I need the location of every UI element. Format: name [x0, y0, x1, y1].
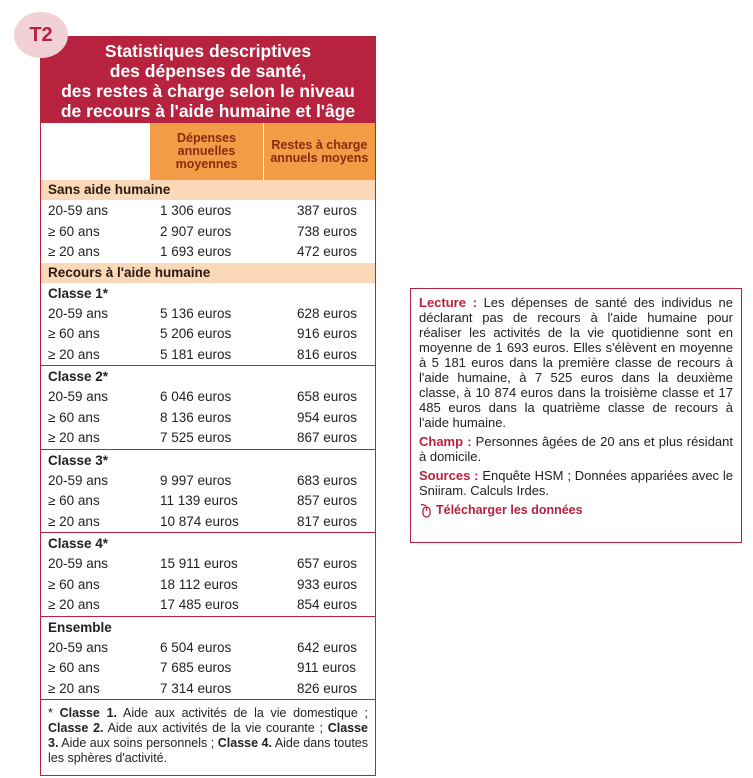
- restes-cell: 857 euros: [297, 493, 358, 508]
- depenses-cell: 5 136 euros: [160, 305, 232, 321]
- classe-heading: Classe 1*: [48, 285, 109, 301]
- depenses-cell: 7 314 euros: [160, 680, 232, 696]
- depenses-cell: 5 181 euros: [160, 346, 232, 362]
- table-footnote: [41, 699, 375, 766]
- restes-cell: 472 euros: [297, 244, 358, 259]
- table-row: [41, 201, 375, 222]
- depenses-cell: 18 112 euros: [160, 576, 238, 592]
- restes-cell: 628 euros: [297, 305, 358, 321]
- download-label[interactable]: Télécharger les données: [436, 502, 583, 517]
- table-row: [41, 638, 375, 659]
- restes-cell: 738 euros: [297, 223, 358, 239]
- lecture-text: Les dépenses de santé des individus ne déclarant pas de recours à l'aide humaine pour réaliser les activités de la vie quotidienne sont en moyenne de 1 693 euros. Elles s'élèvent en moyenne à 5 181 euros dans la première classe de recours à l'aide humaine, à 7 525 euros dans la deuxième classe, à 10 874 euros dans la troisième classe et 17 485 euros dans la quatrième classe de recours à l'aide humaine.: [419, 295, 734, 430]
- age-cell: ≥ 60 ans: [48, 493, 100, 508]
- ensemble-heading: Ensemble: [48, 619, 112, 635]
- restes-cell: 933 euros: [297, 576, 358, 592]
- restes-cell: 657 euros: [297, 556, 358, 571]
- footnote-text: Aide aux activités de la vie courante ;: [103, 721, 328, 735]
- depenses-cell: 8 136 euros: [160, 409, 232, 425]
- age-cell: ≥ 60 ans: [48, 326, 100, 341]
- restes-cell: 642 euros: [297, 639, 358, 655]
- table-row: [41, 408, 375, 429]
- restes-cell: 387 euros: [297, 203, 358, 218]
- depenses-cell: 5 206 euros: [160, 326, 232, 341]
- age-cell: 20-59 ans: [48, 556, 109, 571]
- table-row: [41, 242, 375, 263]
- age-cell: ≥ 60 ans: [48, 576, 100, 592]
- depenses-cell: 2 907 euros: [160, 223, 232, 239]
- header-blank: [41, 123, 149, 180]
- restes-cell: 826 euros: [297, 680, 358, 696]
- table-badge: T2: [14, 12, 68, 58]
- group-sans-aide: [41, 200, 375, 263]
- restes-cell: 911 euros: [297, 660, 357, 675]
- table-row: [41, 658, 375, 679]
- section-recours: Recours à l'aide humaine: [41, 263, 375, 283]
- header-depenses: Dépenses annuelles moyennes: [149, 123, 262, 180]
- table-row: [41, 324, 375, 345]
- age-cell: 20-59 ans: [48, 305, 109, 321]
- title-line: Statistiques descriptives: [104, 41, 312, 61]
- restes-cell: 816 euros: [297, 346, 358, 362]
- restes-cell: 817 euros: [297, 513, 358, 529]
- table-title: [41, 37, 375, 123]
- restes-cell: 954 euros: [297, 409, 358, 425]
- footnote-key: Classe 4.: [217, 736, 272, 750]
- table-row: [41, 304, 375, 325]
- footnote-star: *: [48, 706, 60, 720]
- mouse-icon: [419, 502, 433, 518]
- lecture-label: Lecture :: [419, 295, 477, 310]
- footnote-text: Aide dans toutes les sphères d'activité.: [48, 736, 368, 765]
- reading-note-box: [410, 288, 742, 543]
- classe-heading: Classe 4*: [48, 536, 109, 551]
- age-cell: 20-59 ans: [48, 203, 109, 218]
- age-cell: 20-59 ans: [48, 639, 109, 655]
- group-classe-1: [41, 283, 375, 366]
- table-row: [41, 471, 375, 492]
- champ-label: Champ :: [419, 434, 472, 449]
- depenses-cell: 7 685 euros: [160, 660, 232, 675]
- footnote-text: Aide aux soins personnels ;: [58, 736, 218, 750]
- age-cell: 20-59 ans: [48, 389, 109, 404]
- champ-text: Personnes âgées de 20 ans et plus résidant à domicile.: [419, 434, 733, 464]
- restes-cell: 867 euros: [297, 430, 358, 445]
- table-row: [41, 387, 375, 408]
- age-cell: ≥ 20 ans: [48, 244, 100, 259]
- age-cell: ≥ 20 ans: [48, 597, 100, 612]
- footnote-key: Classe 2.: [48, 721, 104, 735]
- title-line: de recours à l'aide humaine et l'âge: [60, 101, 356, 121]
- depenses-cell: 15 911 euros: [160, 556, 238, 571]
- table-row: [41, 512, 375, 533]
- sources-paragraph: [419, 468, 733, 498]
- age-cell: ≥ 20 ans: [48, 346, 100, 362]
- table-row: [41, 428, 375, 449]
- age-cell: 20-59 ans: [48, 472, 109, 488]
- title-line: des restes à charge selon le niveau: [61, 81, 355, 101]
- table-row: [41, 575, 375, 596]
- group-classe-3: [41, 449, 375, 533]
- group-ensemble: [41, 616, 375, 700]
- sources-text: Enquête HSM ; Données appariées avec le Sniiram. Calculs Irdes.: [419, 468, 733, 498]
- depenses-cell: 17 485 euros: [160, 597, 239, 612]
- age-cell: ≥ 60 ans: [48, 409, 100, 425]
- footnote-text: Aide aux activités de la vie domestique ;: [117, 706, 368, 720]
- age-cell: ≥ 60 ans: [48, 223, 100, 239]
- table-row: [41, 222, 375, 243]
- depenses-cell: 1 693 euros: [160, 244, 232, 259]
- depenses-cell: 1 306 euros: [160, 203, 232, 218]
- table-row: [41, 554, 375, 575]
- depenses-cell: 7 525 euros: [160, 430, 232, 445]
- section-sans-aide: Sans aide humaine: [41, 180, 375, 200]
- lecture-paragraph: [419, 295, 733, 430]
- age-cell: ≥ 20 ans: [48, 680, 100, 696]
- table-row: [41, 679, 375, 700]
- depenses-cell: 11 139 euros: [160, 493, 238, 508]
- age-cell: ≥ 60 ans: [48, 660, 100, 675]
- restes-cell: 916 euros: [297, 326, 358, 341]
- sources-label: Sources :: [419, 468, 479, 483]
- age-cell: ≥ 20 ans: [48, 430, 100, 445]
- restes-cell: 854 euros: [297, 597, 358, 612]
- restes-cell: 683 euros: [297, 472, 358, 488]
- title-line: des dépenses de santé,: [109, 61, 307, 81]
- depenses-cell: 9 997 euros: [160, 472, 232, 488]
- footnote-key: Classe 3.: [48, 721, 368, 750]
- depenses-cell: 10 874 euros: [160, 513, 239, 529]
- restes-cell: 658 euros: [297, 389, 358, 404]
- depenses-cell: 6 504 euros: [160, 639, 232, 655]
- group-classe-4: [41, 532, 375, 616]
- footnote-key: Classe 1.: [59, 706, 118, 720]
- depenses-cell: 6 046 euros: [160, 389, 232, 404]
- header-restes: Restes à charge annuels moyens: [263, 123, 375, 180]
- group-classe-2: [41, 365, 375, 449]
- age-cell: ≥ 20 ans: [48, 513, 100, 529]
- column-header-row: [41, 123, 375, 180]
- table-row: [41, 345, 375, 366]
- download-data-link[interactable]: [419, 502, 733, 518]
- table-row: [41, 491, 375, 512]
- stats-table-panel: [40, 36, 376, 776]
- table-row: [41, 595, 375, 616]
- classe-heading: Classe 3*: [48, 452, 109, 468]
- classe-heading: Classe 2*: [48, 369, 109, 384]
- champ-paragraph: [419, 434, 733, 464]
